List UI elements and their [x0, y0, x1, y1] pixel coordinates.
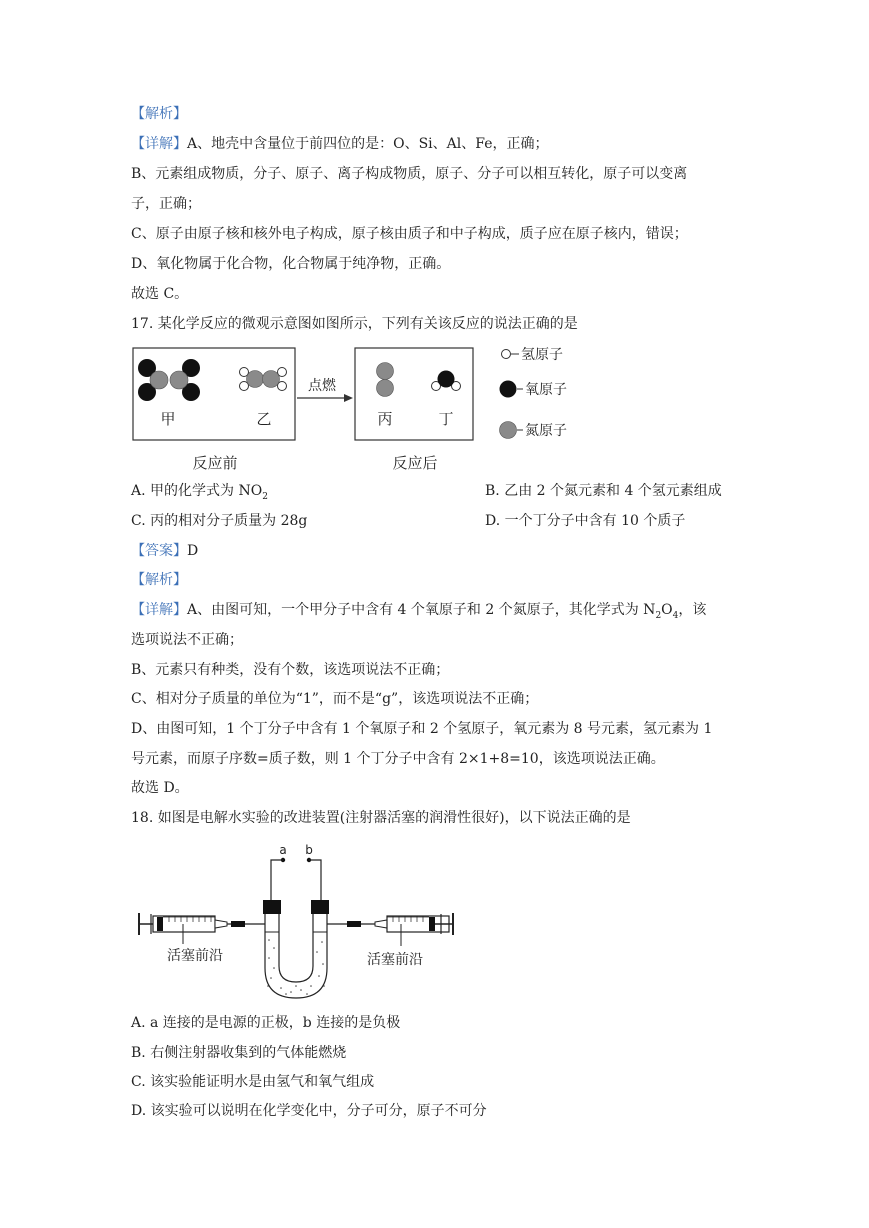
legend-oxygen: 氧原子	[525, 382, 567, 398]
q16-conclusion: 故选 C。	[131, 286, 189, 302]
q17-line-c: C、相对分子质量的单位为“1”，而不是“g”，该选项说法不正确；	[131, 691, 539, 707]
u-tube-inner	[279, 914, 313, 982]
arrow-label: 点燃	[308, 378, 336, 394]
q18-stem: 18. 如图是电解水实验的改进装置(注射器活塞的润滑性很好)，以下说法正确的是	[131, 810, 631, 826]
q17-option-b: B. 乙由 2 个氮元素和 4 个氢元素组成	[485, 483, 722, 499]
molecule-ding	[432, 371, 461, 391]
q17-detail-a-mid: O	[661, 602, 673, 618]
stopper-right	[311, 900, 329, 914]
after-box	[355, 348, 473, 440]
q17-analysis-label: 【解析】	[131, 572, 187, 588]
q17-line-d1: D、由图可知，1 个丁分子中含有 1 个氧原子和 2 个氢原子，氧元素为 8 号元素，氢元素为 1	[131, 721, 713, 737]
caption-before: 反应前	[192, 454, 238, 472]
label-a: a	[279, 843, 287, 857]
q16-line-b1: B、元素组成物质，分子、原子、离子构成物质，原子、分子可以相互转化，原子可以变离	[131, 166, 688, 182]
q17-option-a-sub: 2	[262, 491, 268, 502]
q17-option-d: D. 一个丁分子中含有 10 个质子	[485, 513, 686, 529]
q17-detail-a2: 选项说法不正确；	[131, 632, 243, 648]
q18-option-c: C. 该实验能证明水是由氢气和氧气组成	[131, 1074, 375, 1090]
caption-right: 活塞前沿	[367, 952, 423, 968]
q17-line-b: B、元素只有种类，没有个数，该选项说法不正确；	[131, 662, 450, 678]
q17-line-d2: 号元素，而原子序数=质子数，则 1 个丁分子中含有 2×1+8=10，该选项说法正确。	[131, 751, 665, 767]
q16-detail-a	[131, 134, 548, 154]
q16-detail-label: 【详解】	[131, 136, 187, 152]
label-ding: 丁	[438, 410, 454, 428]
q17-detail-a-post: ，该	[678, 602, 707, 618]
q17-option-a	[131, 481, 268, 507]
water-dots	[267, 939, 325, 995]
label-b: b	[305, 843, 313, 857]
legend-nitrogen: 氮原子	[525, 423, 567, 439]
q16-line-c: C、原子由原子核和核外电子构成，原子核由质子和中子构成，质子应在原子核内，错误；	[131, 226, 688, 242]
q17-option-a-text: A. 甲的化学式为 NO	[131, 483, 263, 499]
q17-detail-a	[131, 600, 706, 626]
label-jia: 甲	[160, 410, 176, 428]
legend	[500, 347, 568, 439]
molecule-jia	[138, 359, 200, 401]
legend-hydrogen: 氢原子	[521, 347, 563, 363]
stopper-left	[263, 900, 281, 914]
q17-stem: 17. 某化学反应的微观示意图如图所示，下列有关该反应的说法正确的是	[131, 316, 578, 332]
label-bing: 丙	[377, 410, 393, 428]
q18-option-a: A. a 连接的是电源的正极，b 连接的是负极	[131, 1015, 401, 1031]
q17-detail-a-sub2: 4	[672, 610, 679, 621]
q16-analysis-label: 【解析】	[131, 106, 187, 122]
q17-answer-label: 【答案】	[131, 543, 187, 559]
q18-option-b: B. 右侧注射器收集到的气体能燃烧	[131, 1045, 347, 1061]
label-yi: 乙	[256, 410, 272, 428]
q16-detail-a-text: A、地壳中含量位于前四位的是：O、Si、Al、Fe，正确；	[187, 136, 549, 152]
syringe-left	[139, 913, 227, 944]
caption-left: 活塞前沿	[167, 948, 223, 964]
q17-option-c: C. 丙的相对分子质量为 28g	[131, 513, 308, 529]
q18-option-d: D. 该实验可以说明在化学变化中，分子可分，原子不可分	[131, 1103, 487, 1119]
wire-b	[309, 860, 321, 900]
wire-a	[271, 860, 283, 900]
syringe-right	[375, 913, 453, 946]
q16-line-d: D、氧化物属于化合物，化合物属于纯净物，正确。	[131, 256, 451, 272]
q17-conclusion: 故选 D。	[131, 780, 189, 796]
q16-line-b2: 子，正确；	[131, 196, 201, 212]
molecule-bing	[377, 363, 394, 397]
q17-detail-a-pre: A、由图可知，一个甲分子中含有 4 个氧原子和 2 个氮原子，其化学式为 N	[187, 602, 656, 618]
caption-after: 反应后	[392, 454, 438, 472]
q17-answer-value: D	[187, 543, 199, 559]
q17-detail-label: 【详解】	[131, 602, 187, 618]
molecule-yi	[240, 368, 287, 391]
q17-reaction-diagram	[131, 342, 591, 478]
q17-detail-a-sub1: 2	[655, 610, 662, 621]
q18-electrolysis-diagram	[131, 840, 471, 1002]
q17-answer	[131, 541, 198, 561]
